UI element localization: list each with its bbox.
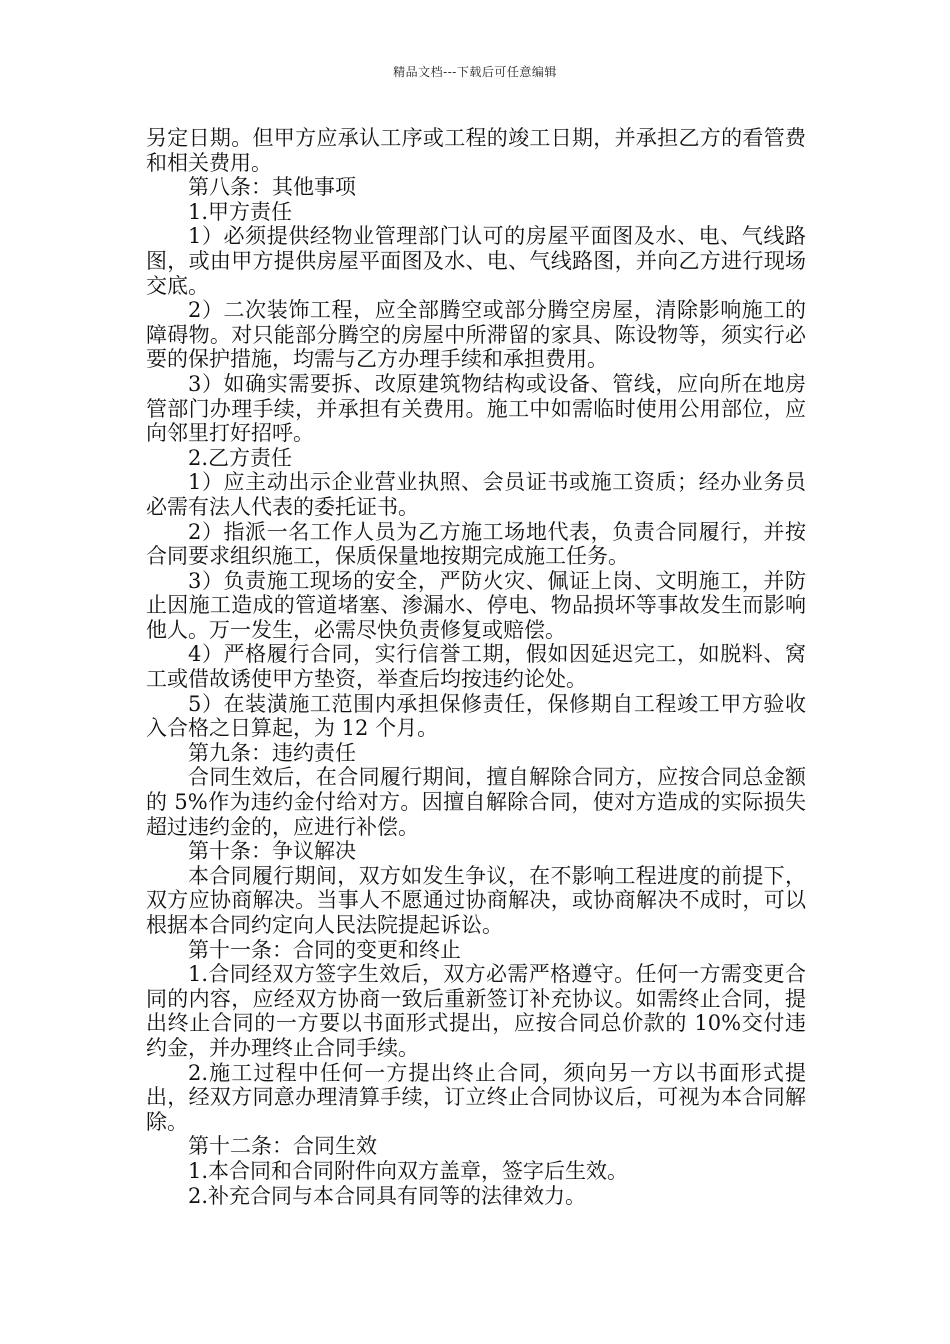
party-a-clause-3: 3）如确实需要拆、改原建筑物结构或设备、管线，应向所在地房管部门办理手续，并承担有关费用。施工中如需临时使用公用部位，应向邻里打好招呼。 bbox=[146, 371, 806, 446]
article-10-heading: 第十条：争议解决 bbox=[188, 839, 356, 864]
party-a-clause-2: 2）二次装饰工程，应全部腾空或部分腾空房屋，清除影响施工的障碍物。对只能部分腾空的房屋中所滞留的家具、陈设物等，须实行必要的保护措施，均需与乙方办理手续和承担费用。 bbox=[146, 298, 806, 372]
party-b-clause-5: 5）在装潢施工范围内承担保修责任，保修期自工程竣工甲方验收入合格之日算起，为 12 个月。 bbox=[146, 691, 806, 741]
document-body bbox=[146, 126, 806, 1208]
article-12-clause-1: 1.本合同和合同附件向双方盖章，签字后生效。 bbox=[188, 1158, 629, 1183]
article-11-clause-2: 2.施工过程中任何一方提出终止合同，须向另一方以书面形式提出，经双方同意办理清算手续，订立终止合同协议后，可视为本合同解除。 bbox=[146, 1060, 806, 1134]
article-12-heading: 第十二条：合同生效 bbox=[188, 1134, 377, 1159]
article-11-heading: 第十一条：合同的变更和终止 bbox=[188, 937, 461, 962]
article-11-clause-1: 1.合同经双方签字生效后，双方必需严格遵守。任何一方需变更合同的内容，应经双方协商一致后重新签订补充协议。如需终止合同，提出终止合同的一方要以书面形式提出，应按合同总价款的 10%交付违约金，并办理终止合同手续。 bbox=[146, 962, 806, 1060]
article-10-body: 本合同履行期间，双方如发生争议，在不影响工程进度的前提下，双方应协商解决。当事人不愿通过协商解决，或协商解决不成时，可以根据本合同约定向人民法院提起诉讼。 bbox=[146, 863, 806, 937]
article-8-heading: 第八条：其他事项 bbox=[188, 175, 356, 200]
party-b-clause-1: 1）应主动出示企业营业执照、会员证书或施工资质；经办业务员必需有法人代表的委托证书。 bbox=[146, 470, 806, 519]
party-a-responsibility-heading: 1.甲方责任 bbox=[188, 199, 293, 224]
article-12-clause-2: 2.补充合同与本合同具有同等的法律效力。 bbox=[188, 1183, 587, 1208]
party-b-clause-4: 4）严格履行合同，实行信誉工期，假如因延迟完工，如脱料、窝工或借故诱使甲方垫资，举查后均按违约论处。 bbox=[146, 642, 806, 692]
paragraph-continuation: 另定日期。但甲方应承认工序或工程的竣工日期，并承担乙方的看管费和相关费用。 bbox=[146, 126, 806, 175]
party-b-responsibility-heading: 2.乙方责任 bbox=[188, 445, 293, 470]
party-a-clause-1: 1）必须提供经物业管理部门认可的房屋平面图及水、电、气线路图，或由甲方提供房屋平面图及水、电、气线路图，并向乙方进行现场交底。 bbox=[146, 224, 806, 298]
party-b-clause-2: 2）指派一名工作人员为乙方施工场地代表，负责合同履行，并按合同要求组织施工，保质保量地按期完成施工任务。 bbox=[146, 519, 806, 569]
page-header: 精品文档---下载后可任意编辑 bbox=[393, 65, 557, 79]
article-9-heading: 第九条：违约责任 bbox=[188, 740, 356, 765]
party-b-clause-3: 3）负责施工现场的安全，严防火灾、佩证上岗、文明施工，并防止因施工造成的管道堵塞、渗漏水、停电、物品损坏等事故发生而影响他人。万一发生，必需尽快负责修复或赔偿。 bbox=[146, 568, 806, 642]
article-9-body: 合同生效后，在合同履行期间，擅自解除合同方，应按合同总金额的 5%作为违约金付给对方。因擅自解除合同，使对方造成的实际损失超过违约金的，应进行补偿。 bbox=[146, 765, 806, 839]
